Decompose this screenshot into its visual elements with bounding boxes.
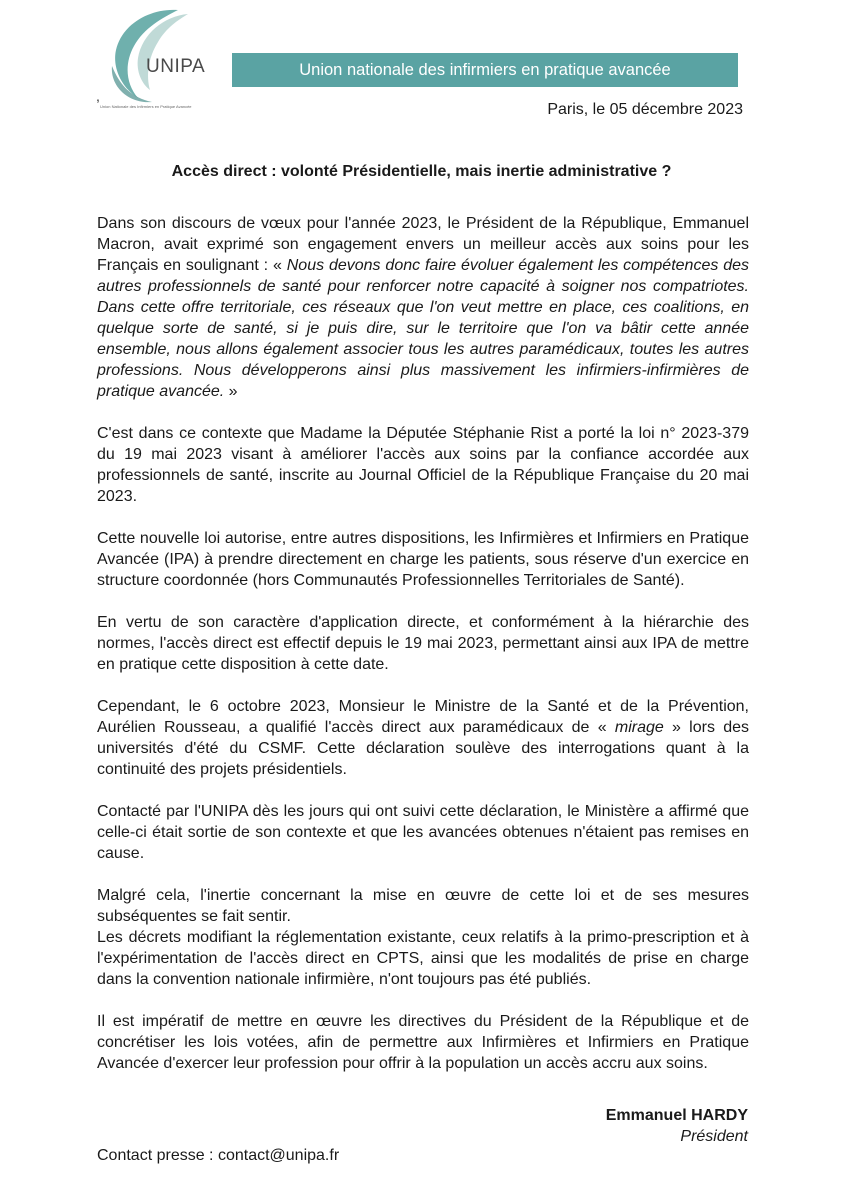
unipa-logo — [92, 6, 212, 116]
document-body — [97, 213, 749, 1095]
header-tick: , — [96, 88, 100, 104]
paragraph-6: Contacté par l'UNIPA dès les jours qui ont suivi cette déclaration, le Ministère a affirmé que celle-ci était sortie de son contexte et que les avancées obtenues n'étaient pas remises en cause. — [97, 803, 749, 862]
logo-subtitle: Union Nationale des Infirmiers en Pratique Avancée — [100, 104, 192, 109]
paragraph-5-quote: mirage — [614, 719, 664, 736]
paragraph-1-close: » — [224, 383, 238, 400]
paragraph-5 — [97, 696, 749, 780]
paragraph-1-quote: Nous devons donc faire évoluer également les compétences des autres professionnels de santé pour renforcer notre capacité à soigner nos compatriotes. Dans cette offre territoriale, ces réseaux que l'on veut mettre en place, ces coalitions, en quelque sorte de santé, si je puis dire, sur le territoire que l'on va bâtir cette année ensemble, nous allons également associer tous les autres paramédicaux, toutes les autres professions. Nous développerons ainsi plus massivement les infirmiers-infirmières de pratique avancée. — [97, 257, 750, 400]
paragraph-5-intro: Cependant, le 6 octobre 2023, Monsieur le Ministre de la Santé et de la Prévention, Aurélien Rousseau, a qualifié l'accès direct aux paramédicaux de « — [97, 698, 749, 736]
paragraph-2: C'est dans ce contexte que Madame la Députée Stéphanie Rist a porté la loi n° 2023-379 du 19 mai 2023 visant à améliorer l'accès aux soins par la confiance accordée aux professionnels de santé, inscrite au Journal Officiel de la République Française du 20 mai 2023. — [97, 425, 749, 505]
paragraph-1-intro: Dans son discours de vœux pour l'année 2023, le Président de la République, Emmanuel Macron, avait exprimé son engagement envers un meilleur accès aux soins pour les Français en soulignant : « — [97, 215, 749, 274]
paragraph-5-end: » lors des universités d'été du CSMF. Cette déclaration soulève des interrogations quant à la continuité des projets présidentiels. — [97, 719, 750, 778]
paragraph-1 — [97, 213, 749, 402]
signature-name: Emmanuel HARDY — [605, 1107, 748, 1124]
paragraph-3: Cette nouvelle loi autorise, entre autres dispositions, les Infirmières et Infirmiers en Pratique Avancée (IPA) à prendre directement en charge les patients, sous réserve d'un exercice en structure coordonnée (hors Communautés Professionnelles Territoriales de Santé). — [97, 530, 749, 589]
press-contact: Contact presse : contact@unipa.fr — [97, 1147, 340, 1164]
paragraph-4: En vertu de son caractère d'application directe, et conformément à la hiérarchie des normes, l'accès direct est effectif depuis le 19 mai 2023, permettant ainsi aux IPA de mettre en pratique cette disposition à cette date. — [97, 614, 749, 673]
paragraph-7b: Les décrets modifiant la réglementation existante, ceux relatifs à la primo-prescription et à l'expérimentation de l'accès direct en CPTS, ainsi que les modalités de prise en charge dans la convention nationale infirmière, n'ont toujours pas été publiés. — [97, 929, 749, 988]
document-title: Accès direct : volonté Présidentielle, mais inertie administrative ? — [171, 163, 672, 180]
paragraph-7a: Malgré cela, l'inertie concernant la mise en œuvre de cette loi et de ses mesures subséquentes se fait sentir. — [97, 887, 749, 925]
letter-date: Paris, le 05 décembre 2023 — [547, 101, 743, 118]
header-banner: Union nationale des infirmiers en pratique avancée — [232, 53, 738, 87]
signature-role: Président — [680, 1128, 748, 1145]
logo-name: UNIPA — [146, 56, 206, 77]
paragraph-8: Il est impératif de mettre en œuvre les directives du Président de la République et de concrétiser les lois votées, afin de permettre aux Infirmières et Infirmiers en Pratique Avancée d'exercer leur profession pour offrir à la population un accès accru aux soins. — [97, 1013, 749, 1072]
signature-block — [606, 1105, 748, 1147]
